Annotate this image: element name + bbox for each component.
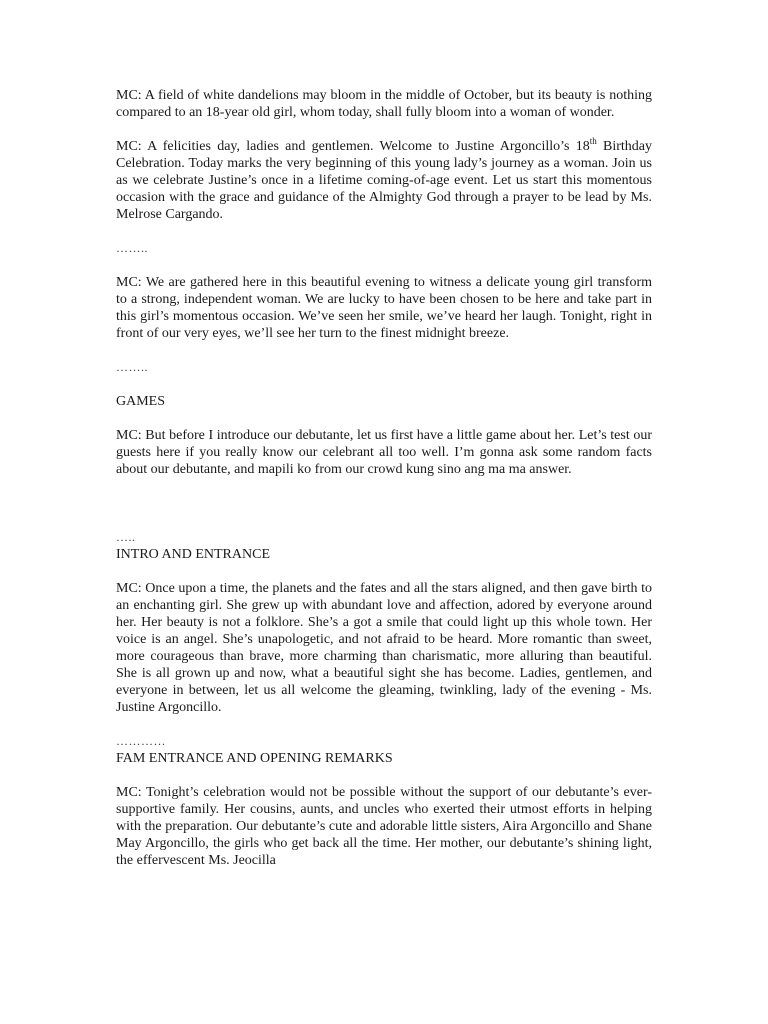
section-separator: …….. xyxy=(116,241,148,255)
paragraph-gathered: MC: We are gathered here in this beautiful evening to witness a delicate young girl transform to a strong, independent woman. We are lucky to have been chosen to be here and take part in this girl’s momentous occasion. We’ve seen her smile, we’ve heard her laugh. Tonight, right in front of our very eyes, we’ll see her turn to the finest midnight breeze. xyxy=(116,275,652,341)
section-separator: ………… xyxy=(116,734,166,748)
paragraph-intro: MC: Once upon a time, the planets and the fates and all the stars aligned, and then gave birth to an enchanting girl. She grew up with abundant love and affection, adored by everyone around her. Her beauty is not a folklore. She’s a got a smile that could light up this whole town. Her voice is an angel. She’s unapologetic, and not afraid to be heard. More romantic than sweet, more courageous than brave, more charming than charismatic, more alluring than beautiful. She is all grown up and now, what a beautiful sight she has become. Ladies, gentlemen, and everyone in between, let us all welcome the gleaming, twinkling, lady of the evening - Ms. Justine Argoncillo. xyxy=(116,581,652,715)
blank-space xyxy=(116,495,652,529)
heading-intro-entrance: INTRO AND ENTRANCE xyxy=(116,547,270,562)
document-page xyxy=(116,87,652,886)
paragraph-opening: MC: A field of white dandelions may bloom in the middle of October, but its beauty is nothing compared to an 18-year old girl, whom today, shall fully bloom into a woman of wonder. xyxy=(116,88,652,120)
paragraph-welcome xyxy=(116,138,652,223)
welcome-text-end: Birthday Celebration. Today marks the very beginning of this young lady’s journey as a woman. Join us as we celebrate Justine’s once in a lifetime coming-of-age event. Let us start this momentous occasion with the grace and guidance of the Almighty God through a prayer to be lead by Ms. Melrose Cargando. xyxy=(116,139,652,222)
ordinal-superscript: th xyxy=(589,136,597,146)
heading-fam-entrance: FAM ENTRANCE AND OPENING REMARKS xyxy=(116,751,393,766)
heading-games: GAMES xyxy=(116,394,166,409)
paragraph-games: MC: But before I introduce our debutante, let us first have a little game about her. Let’s test our guests here if you really know our celebrant all too well. I’m gonna ask some random facts about our debutante, and mapili ko from our crowd kung sino ang ma ma answer. xyxy=(116,428,652,477)
paragraph-family: MC: Tonight’s celebration would not be possible without the support of our debutante’s ever-supportive family. Her cousins, aunts, and uncles who exerted their utmost efforts in helping with the preparation. Our debutante’s cute and adorable little sisters, Aira Argoncillo and Shane May Argoncillo, the girls who get back all the time. Her mother, our debutante’s shining light, the effervescent Ms. Jeocilla xyxy=(116,785,652,868)
section-separator: …….. xyxy=(116,360,148,374)
section-separator: ….. xyxy=(116,530,136,544)
welcome-text-start: MC: A felicities day, ladies and gentlemen. Welcome to Justine Argoncillo’s 18 xyxy=(116,139,590,154)
